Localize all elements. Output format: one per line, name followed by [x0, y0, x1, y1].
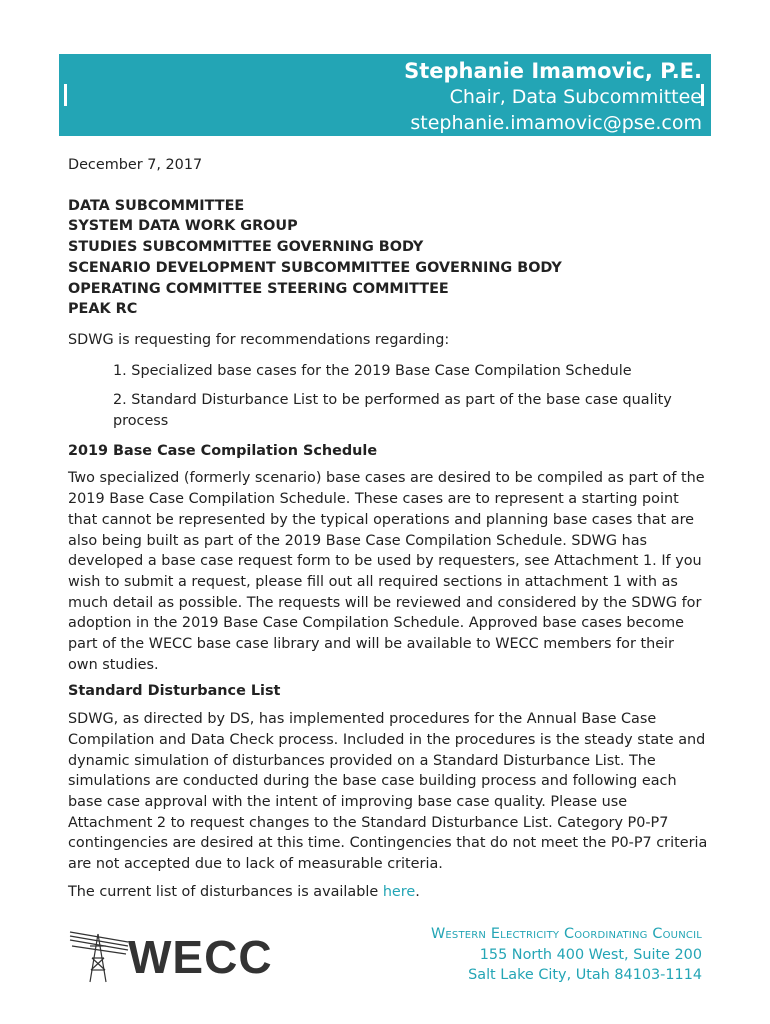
letter-date: December 7, 2017 — [68, 157, 203, 173]
footer-address-line2: Salt Lake City, Utah 84103-1114 — [468, 967, 702, 983]
footer-address-line1: 155 North 400 West, Suite 200 — [479, 946, 702, 963]
disturbance-paragraph: SDWG, as directed by DS, has implemented procedures for the Annual Base Case Compilation and Data Check process. Included in the procedures is the steady state and dynamic simulation of disturbances provided on a Standard Disturbance List. The simulations are conducted during the base case building process and following each base case approval with the intent of improving base case quality. Please use Attachment 2 to request changes to the Standard Disturbance List. Category P0-P7 contingencies are desired at this time. Contingencies that do not meet the P0-P7 criteria are not accepted due to lack of measurable criteria. — [68, 711, 708, 873]
letter-body — [68, 150, 708, 903]
section-title-schedule: 2019 Base Case Compilation Schedule — [68, 442, 378, 459]
recipient: SCENARIO DEVELOPMENT SUBCOMMITTEE GOVERNING BODY — [68, 259, 562, 276]
recipient: OPERATING COMMITTEE STEERING COMMITTEE — [68, 280, 449, 297]
closing-text: The current list of disturbances is available — [68, 883, 383, 900]
list-item: 2. Standard Disturbance List to be performed as part of the base case quality process — [113, 392, 672, 430]
list-item: 1. Specialized base cases for the 2019 Base Case Compilation Schedule — [113, 362, 632, 379]
recipient: DATA SUBCOMMITTEE — [68, 197, 245, 214]
sender-role: Chair, Data Subcommittee — [449, 86, 702, 108]
intro-paragraph: SDWG is requesting for recommendations regarding: — [68, 331, 450, 348]
sender-name: Stephanie Imamovic, P.E. — [404, 59, 702, 83]
section-title-disturbance: Standard Disturbance List — [68, 683, 281, 700]
sender-email[interactable]: stephanie.imamovic@pse.com — [410, 112, 702, 134]
recipient-list — [68, 196, 708, 320]
wecc-logo-text: WECC — [128, 931, 273, 983]
closing-paragraph — [68, 882, 708, 903]
footer-organization: Western Electricity Coordinating Council — [430, 926, 702, 942]
recipient: PEAK RC — [68, 301, 138, 318]
recipient: STUDIES SUBCOMMITTEE GOVERNING BODY — [68, 239, 424, 256]
header-left-mark — [64, 84, 67, 106]
footer-address — [431, 924, 702, 986]
recipient: SYSTEM DATA WORK GROUP — [68, 218, 298, 235]
closing-period: . — [415, 883, 420, 900]
header-contact — [404, 58, 702, 136]
request-list — [113, 361, 708, 432]
here-link[interactable]: here — [382, 883, 416, 900]
schedule-paragraph: Two specialized (formerly scenario) base cases are desired to be compiled as part of the 2019 Base Case Compilation Schedule. These cases are to represent a starting point that cannot be represented by the typical operations and planning base cases that are also being built as part of the 2019 Base Case Compilation Schedule. SDWG has developed a base case request form to be used by requesters, see Attachment 1. If you wish to submit a request, please fill out all required sections in attachment 1 with as much detail as possible. The requests will be reviewed and considered by the SDWG for adoption in the 2019 Base Case Compilation Schedule. Approved base cases become part of the WECC base case library and will be available to WECC members for their own studies. — [68, 470, 705, 673]
